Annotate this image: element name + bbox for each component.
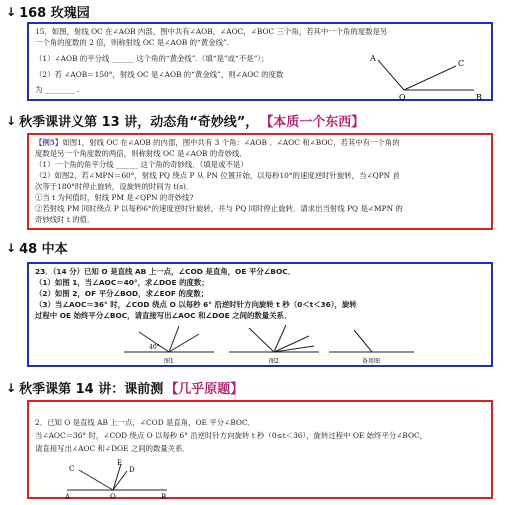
down-arrow-icon: ↓ [6, 113, 17, 128]
problem-line: 当∠AOC＝36° 时，∠COD 绕点 O 以每秒 6° 沿逆时针方向旋转 t 秒（0≤t＜36），旋转过程中 OE 始终平分∠BOC， [35, 431, 428, 440]
section-heading-2: ↓ 秋季课讲义第 13 讲，动态角“奇妙线”， 【本质一个东西】 [6, 113, 365, 130]
problem-box-3 [27, 262, 493, 367]
section-heading-3: ↓ 48 中本 [6, 240, 68, 257]
problem-box-1 [27, 22, 493, 101]
problem-line: 请直接写出∠AOC 和∠DOE 之间的数量关系． [35, 444, 190, 453]
svg-text:图1: 图1 [164, 358, 174, 365]
svg-text:B: B [161, 493, 167, 500]
section-heading-4: ↓ 秋季课第 14 讲：课前测 【几乎原题】 [6, 380, 244, 397]
problem-line: ①当 t 为何值时，射线 PM 是∠QPN 的奇妙线? [35, 193, 194, 202]
problem-line: 2．已知 O 是直线 AB 上一点，∠COD 是直角，OE 平分∠BOC． [35, 418, 256, 427]
problem-line: 【例5】如图1，射线 OC 在∠AOB 的内部，图中共有 3 个角：∠AOB 、∠AOC 和∠BOC，若其中有一个角的 [35, 138, 400, 147]
svg-text:O: O [399, 93, 406, 101]
problem-line: （2）如图 2，OF 平分∠BOD，求∠EOF 的度数； [35, 289, 209, 298]
problem-line: （3）当∠AOC＝36° 时，∠COD 绕点 O 以每秒 6° 沿逆时针方向旋转 t 秒（0＜t＜36），旋转 [35, 300, 357, 309]
svg-text:D: D [129, 466, 135, 474]
svg-text:40°: 40° [149, 344, 160, 351]
problem-box-4 [27, 400, 493, 499]
problem-line: 为 ________ . [35, 85, 80, 94]
rotation-figures [119, 322, 419, 366]
problem-line: ②若射线 PM 同时绕点 P 以每秒6°的速度逆时针旋转，并与 PQ 同时停止旋转．请求出当射线 PQ 是∠MPN 的 [35, 204, 403, 213]
problem-line: （2）若 ∠AOB＝150°，射线 OC 是∠AOB 的“黄金线”，则∠AOC 的度数 [35, 70, 284, 79]
svg-text:C: C [69, 465, 75, 473]
problem-line: 过程中 OE 始终平分∠BOC，请直接写出∠AOC 和∠DOE 之间的数量关系． [35, 311, 292, 320]
problem-line: （1）∠AOB 的平分线 ______ 这个角的“黄金线”.（填“是”或“不是”）； [35, 54, 269, 63]
svg-text:E: E [117, 459, 123, 467]
problem-box-2 [27, 133, 493, 230]
svg-text:C: C [458, 59, 465, 68]
problem-line: 23．（14 分）已知 O 是直线 AB 上一点，∠COD 是直角，OE 平分∠BOC． [35, 267, 296, 276]
problem-line: 奇妙线时 t 的值． [35, 215, 95, 224]
down-arrow-icon: ↓ [6, 240, 17, 255]
svg-text:A: A [65, 493, 71, 500]
down-arrow-icon: ↓ [6, 380, 17, 395]
angle-figure [63, 458, 173, 500]
problem-line: （1）如图 1，当∠AOC＝40°，求∠DOE 的度数； [35, 278, 209, 287]
angle-figure [364, 46, 489, 101]
example-tag: 【例5】 [35, 138, 63, 147]
problem-line: （2）如图2，若∠MPN＝60°，射线 PQ 绕点 P 从 PN 位置开始，以每秒10°的速度逆时针旋转，当∠QPN 首 [35, 171, 400, 180]
svg-text:图2: 图2 [269, 358, 279, 365]
down-arrow-icon: ↓ [6, 4, 17, 19]
svg-text:备用图: 备用图 [362, 358, 381, 365]
problem-line: 一个角的度数的 2 倍，则称射线 OC 是∠AOB 的“黄金线”. [35, 38, 230, 47]
svg-text:B: B [476, 93, 482, 101]
problem-line: 度数是另一个角度数的两倍，则称射线 OC 是∠AOB 的奇妙线． [35, 149, 247, 158]
problem-line: （1）一个角的角平分线 ______ 这个角的奇妙线．（填是或不是） [35, 160, 248, 169]
svg-text:A: A [370, 54, 376, 63]
problem-line: 次等于180°时停止旋转，设旋转的时间为 t(s)． [35, 182, 194, 191]
section-heading-1: ↓ 168 玫瑰园 [6, 4, 90, 21]
svg-text:O: O [110, 493, 116, 500]
problem-line: 15．如图，射线 OC 在∠AOB 内部，图中共有∠AOB，∠AOC，∠BOC 三个角，若其中一个角的度数是另 [35, 27, 388, 36]
